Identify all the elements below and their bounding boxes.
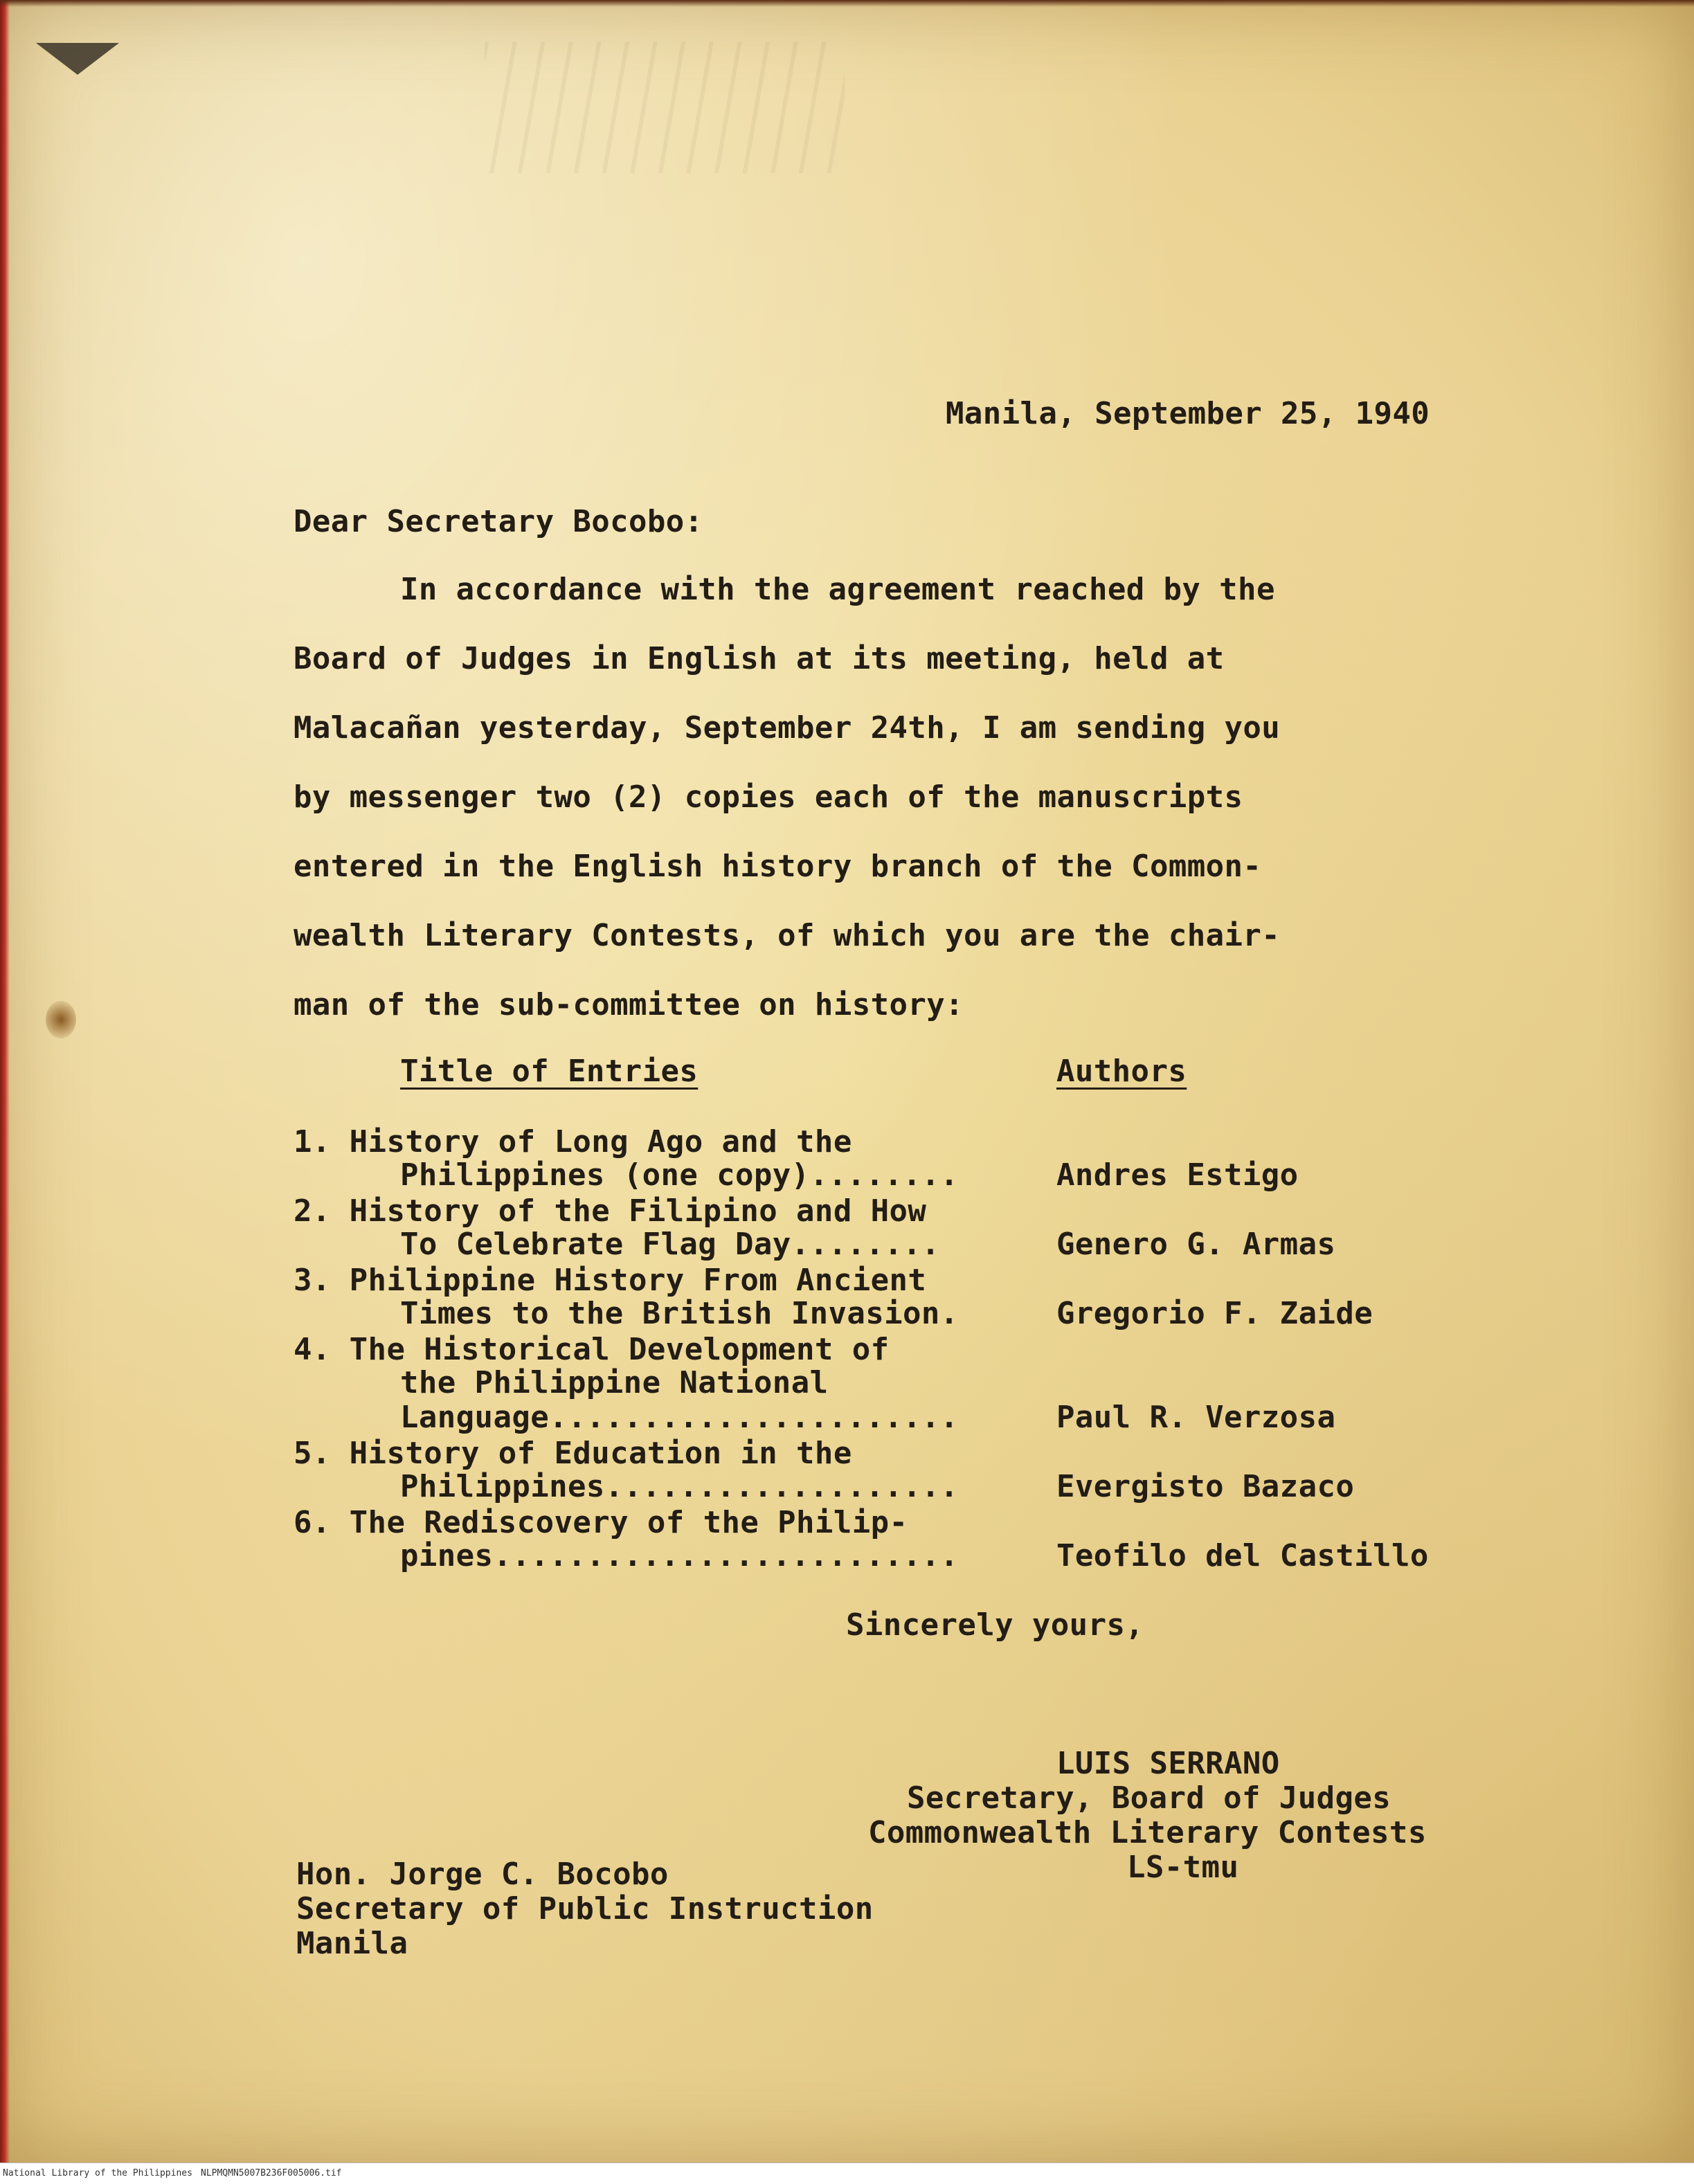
body-line: entered in the English history branch of the Common-: [294, 849, 1262, 884]
page-edge-top: [0, 0, 1694, 7]
faint-bleed-through: [485, 42, 845, 173]
footer-archive-name: National Library of the Philippines: [3, 2168, 192, 2178]
entry-title-line: To Celebrate Flag Day........: [400, 1227, 940, 1262]
page-edge-left: [0, 0, 10, 2163]
entry-title-line: the Philippine National: [400, 1365, 829, 1400]
body-line: In accordance with the agreement reached by the: [400, 572, 1275, 607]
addressee-name: Hon. Jorge C. Bocobo: [296, 1857, 669, 1892]
closing: Sincerely yours,: [846, 1607, 1144, 1643]
corner-fold-mark: [36, 43, 119, 75]
signatory-title: Secretary, Board of Judges: [907, 1780, 1391, 1816]
entry-title-line: pines.........................: [400, 1538, 959, 1573]
entry-author: Gregorio F. Zaide: [1056, 1296, 1373, 1331]
header-authors: Authors: [1056, 1054, 1187, 1089]
addressee-city: Manila: [296, 1926, 408, 1961]
body-line: Board of Judges in English at its meeting, held at: [294, 641, 1225, 676]
letter-date: Manila, September 25, 1940: [946, 396, 1430, 431]
entry-title-line: 5. History of Education in the: [294, 1436, 852, 1471]
signatory-name: LUIS SERRANO: [1056, 1746, 1280, 1781]
entry-author: Andres Estigo: [1056, 1157, 1299, 1193]
entry-title-line: Language......................: [400, 1400, 959, 1435]
body-line: man of the sub-committee on history:: [294, 987, 964, 1022]
entry-author: Teofilo del Castillo: [1056, 1538, 1429, 1573]
body-line: wealth Literary Contests, of which you are the chair-: [294, 918, 1281, 953]
entry-author: Genero G. Armas: [1056, 1227, 1336, 1262]
footer-file-name: NLPMQMN5007B236F005006.tif: [201, 2168, 342, 2178]
entry-title-line: Times to the British Invasion.: [400, 1296, 959, 1331]
entry-title-line: 3. Philippine History From Ancient: [294, 1263, 927, 1298]
entry-title-line: 4. The Historical Development of: [294, 1332, 890, 1367]
signatory-org: Commonwealth Literary Contests: [868, 1815, 1427, 1850]
typist-initials: LS-tmu: [1127, 1850, 1239, 1885]
entry-author: Paul R. Verzosa: [1056, 1400, 1336, 1435]
salutation: Dear Secretary Bocobo:: [294, 504, 703, 539]
ink-stain: [46, 1001, 76, 1038]
body-line: Malacañan yesterday, September 24th, I am sending you: [294, 710, 1281, 746]
entry-title-line: Philippines...................: [400, 1469, 959, 1504]
entry-title-line: 2. History of the Filipino and How: [294, 1193, 927, 1229]
entry-title-line: 1. History of Long Ago and the: [294, 1124, 852, 1159]
archive-footer: [0, 2163, 1694, 2184]
addressee-position: Secretary of Public Instruction: [296, 1891, 874, 1926]
entry-title-line: Philippines (one copy)........: [400, 1157, 959, 1193]
entry-author: Evergisto Bazaco: [1056, 1469, 1355, 1504]
header-title-of-entries: Title of Entries: [400, 1054, 699, 1089]
body-line: by messenger two (2) copies each of the manuscripts: [294, 779, 1243, 815]
entry-title-line: 6. The Rediscovery of the Philip-: [294, 1505, 908, 1540]
